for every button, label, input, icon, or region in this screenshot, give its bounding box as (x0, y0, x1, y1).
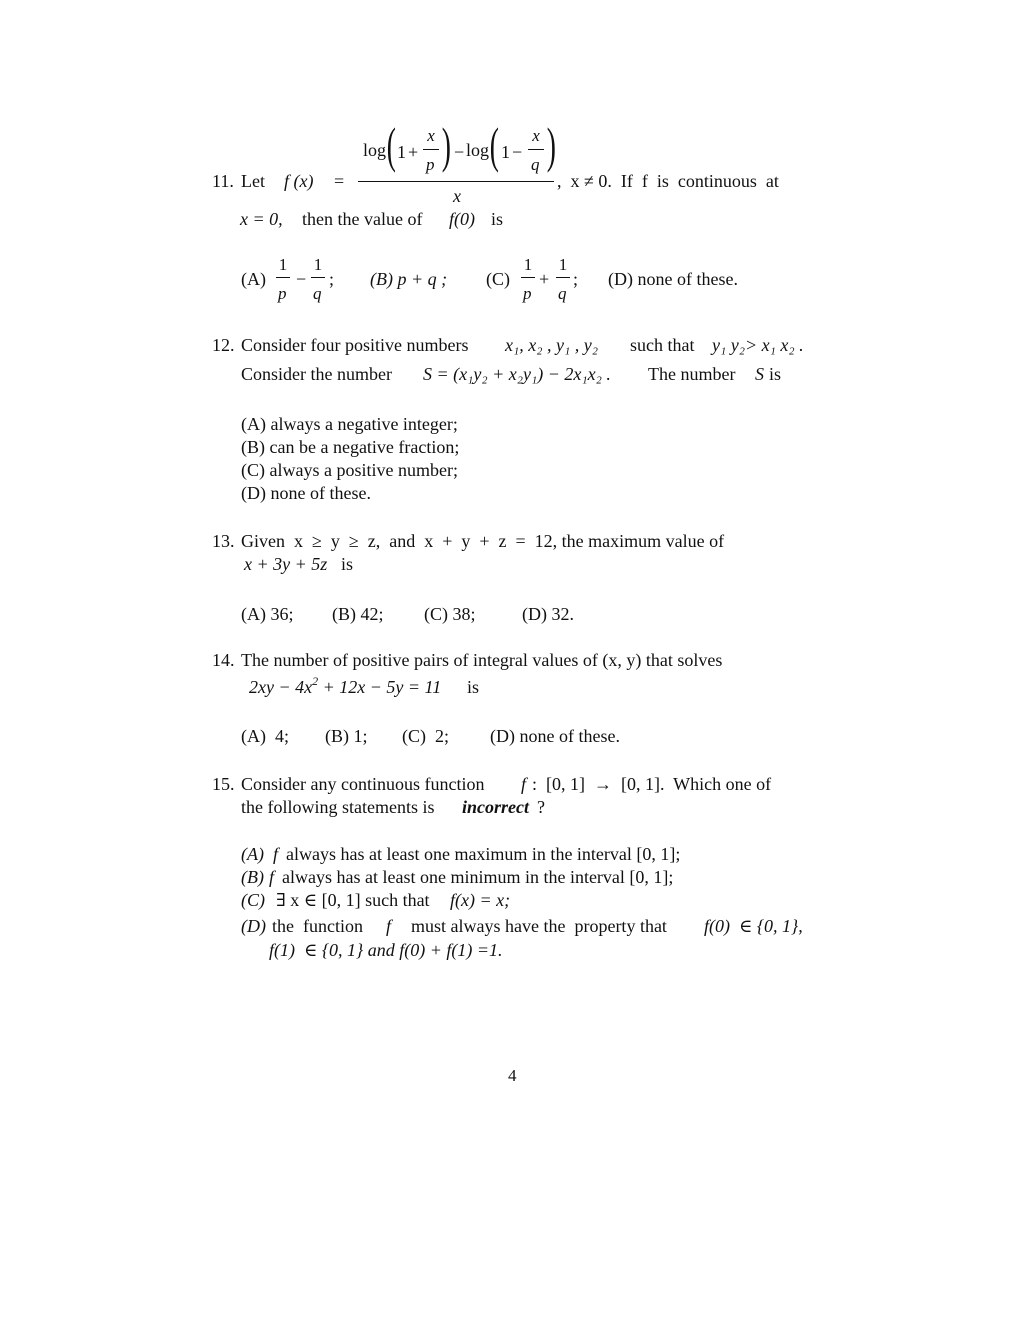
paren-close-2: ) (546, 117, 556, 173)
q15-optD-line2: f(1) ∈ {0, 1} and f(0) + f(1) =1. (269, 940, 503, 960)
q12-line1-b: such that (630, 335, 695, 355)
q12-option-a: (A) always a negative integer; (241, 414, 458, 434)
q14-formula-sup: 2 (312, 674, 319, 688)
q15-optC-eq: f(x) = x; (450, 890, 511, 910)
paren-open-1: ( (386, 117, 396, 173)
q15-line1-b: : [0, 1] → [0, 1]. Which one of (532, 774, 772, 794)
q14-option-c: (C) 2; (402, 726, 449, 746)
q12-line2-a: Consider the number (241, 364, 392, 384)
q12-option-d: (D) none of these. (241, 483, 371, 503)
q13-line2-tail: is (341, 554, 354, 574)
plus-1: + (408, 142, 419, 162)
minus-2: − (512, 142, 523, 162)
q15-optB-f: f (269, 867, 275, 887)
q15-optC-label: (C) (241, 890, 265, 910)
frac-den-p: p (426, 155, 435, 174)
q11-optA-frac1 (276, 255, 290, 303)
q12-option-b: (B) can be a negative fraction; (241, 437, 460, 457)
one-1: 1 (397, 142, 406, 162)
frac-bar (521, 277, 535, 278)
q15-optD-f: f (386, 916, 392, 936)
one-2: 1 (501, 142, 510, 162)
frac-bar (423, 149, 439, 150)
q15-optA-text: always has at least one maximum in the interval [0, 1]; (286, 844, 681, 864)
q13-option-c: (C) 38; (424, 604, 476, 624)
q14-formula (249, 674, 442, 697)
fraction-x-over-p (423, 126, 439, 174)
q11-option-b: (B) p + q ; (370, 269, 448, 289)
q15-optD-text2: must always have the property that (411, 916, 667, 936)
frac-bar (311, 277, 325, 278)
q11-optC-tail: ; (573, 269, 579, 289)
q11-line2-b: then the value of (302, 209, 423, 229)
frac-bar (556, 277, 570, 278)
q15-number: 15. (212, 774, 235, 794)
page-number: 4 (508, 1066, 517, 1085)
q12-number: 12. (212, 335, 235, 355)
q13-line2-formula: x + 3y + 5z (244, 554, 328, 574)
q12-line1-a: Consider four positive numbers (241, 335, 469, 355)
q11-equals: = (334, 171, 345, 191)
main-fraction-bar (358, 181, 554, 182)
q15-line1-f: f (521, 774, 527, 794)
paren-open-2: ( (489, 117, 499, 173)
denominator-x: x (453, 186, 461, 206)
frac-bar (528, 149, 544, 150)
q15-optA-f: f (273, 844, 279, 864)
q14-line1: The number of positive pairs of integral values of (x, y) that solves (241, 650, 723, 670)
frac-bar (276, 277, 290, 278)
q14-option-b: (B) 1; (325, 726, 368, 746)
q15-optD-tail: f(0) ∈ {0, 1}, (704, 916, 803, 936)
q14-number: 14. (212, 650, 235, 670)
frac-q: q (313, 284, 322, 303)
q14-formula-a: 2xy − 4x (249, 677, 313, 697)
q15-line2-b: ? (537, 797, 545, 817)
q15-optB-text: always has at least one minimum in the interval [0, 1]; (282, 867, 674, 887)
log-1: log (363, 140, 387, 160)
frac-one: 1 (558, 255, 568, 274)
q15-line1-a: Consider any continuous function (241, 774, 485, 794)
minus-mid: − (454, 142, 465, 162)
log-2: log (466, 140, 490, 160)
q12-line2-var: S (755, 364, 764, 384)
q11-line2-d: is (491, 209, 504, 229)
q11-line2-a: x = 0, (240, 209, 283, 229)
paren-close-1: ) (441, 117, 451, 173)
q11-optA-tail: ; (329, 269, 335, 289)
q15-optD-label: (D) (241, 916, 266, 936)
frac-one: 1 (313, 255, 323, 274)
q11-optA-minus: − (296, 269, 307, 289)
q14-option-d: (D) none of these. (490, 726, 620, 746)
q12-line2-formula: S = (x₁y₂ + x₂y₁) − 2x₁x₂ . (423, 364, 611, 384)
q11-optC-frac1 (521, 255, 535, 303)
q11-line2-c: f(0) (449, 209, 475, 229)
q12-line1-vars: x₁, x₂ , y₁ , y₂ (505, 335, 598, 355)
q12-line2-b: The number (648, 364, 736, 384)
q13-line1: Given x ≥ y ≥ z, and x + y + z = 12, the maximum value of (241, 531, 725, 551)
q14-option-a: (A) 4; (241, 726, 289, 746)
q11-condition: , x ≠ 0. If f is continuous at (557, 171, 779, 191)
q11-optC-plus: + (539, 269, 550, 289)
frac-num-x: x (427, 126, 435, 145)
frac-q: q (558, 284, 567, 303)
q12-option-c: (C) always a positive number; (241, 460, 458, 480)
q11-optA-frac2 (311, 255, 325, 303)
frac-p: p (278, 284, 287, 303)
q11-option-c-label: (C) (486, 269, 510, 289)
frac-one: 1 (523, 255, 533, 274)
frac-num-x: x (532, 126, 540, 145)
q11-option-d: (D) none of these. (608, 269, 738, 289)
q15-optA-label: (A) (241, 844, 264, 864)
q11-number: 11. (212, 171, 234, 191)
q14-formula-tail: is (467, 677, 480, 697)
fraction-x-over-q (528, 126, 544, 174)
q12-line2-c: is (769, 364, 782, 384)
q15-optB-label: (B) (241, 867, 264, 887)
q13-option-d: (D) 32. (522, 604, 574, 624)
q15-line2-bold: incorrect (462, 797, 529, 817)
q13-option-b: (B) 42; (332, 604, 384, 624)
q14-formula-b: + 12x − 5y = 11 (318, 677, 442, 697)
q11-func: f (x) (284, 171, 314, 191)
frac-p: p (523, 284, 532, 303)
q11-intro: Let (241, 171, 265, 191)
q15-optD-text: the function (272, 916, 363, 936)
q13-number: 13. (212, 531, 235, 551)
frac-den-q: q (531, 155, 540, 174)
q15-line2-a: the following statements is (241, 797, 435, 817)
q13-option-a: (A) 36; (241, 604, 294, 624)
q11-optC-frac2 (556, 255, 570, 303)
q12-line1-c: y₁ y₂> x₁ x₂ . (712, 335, 804, 355)
frac-one: 1 (278, 255, 288, 274)
q11-option-a-label: (A) (241, 269, 266, 289)
q15-optC-text: ∃ x ∈ [0, 1] such that (276, 890, 430, 910)
